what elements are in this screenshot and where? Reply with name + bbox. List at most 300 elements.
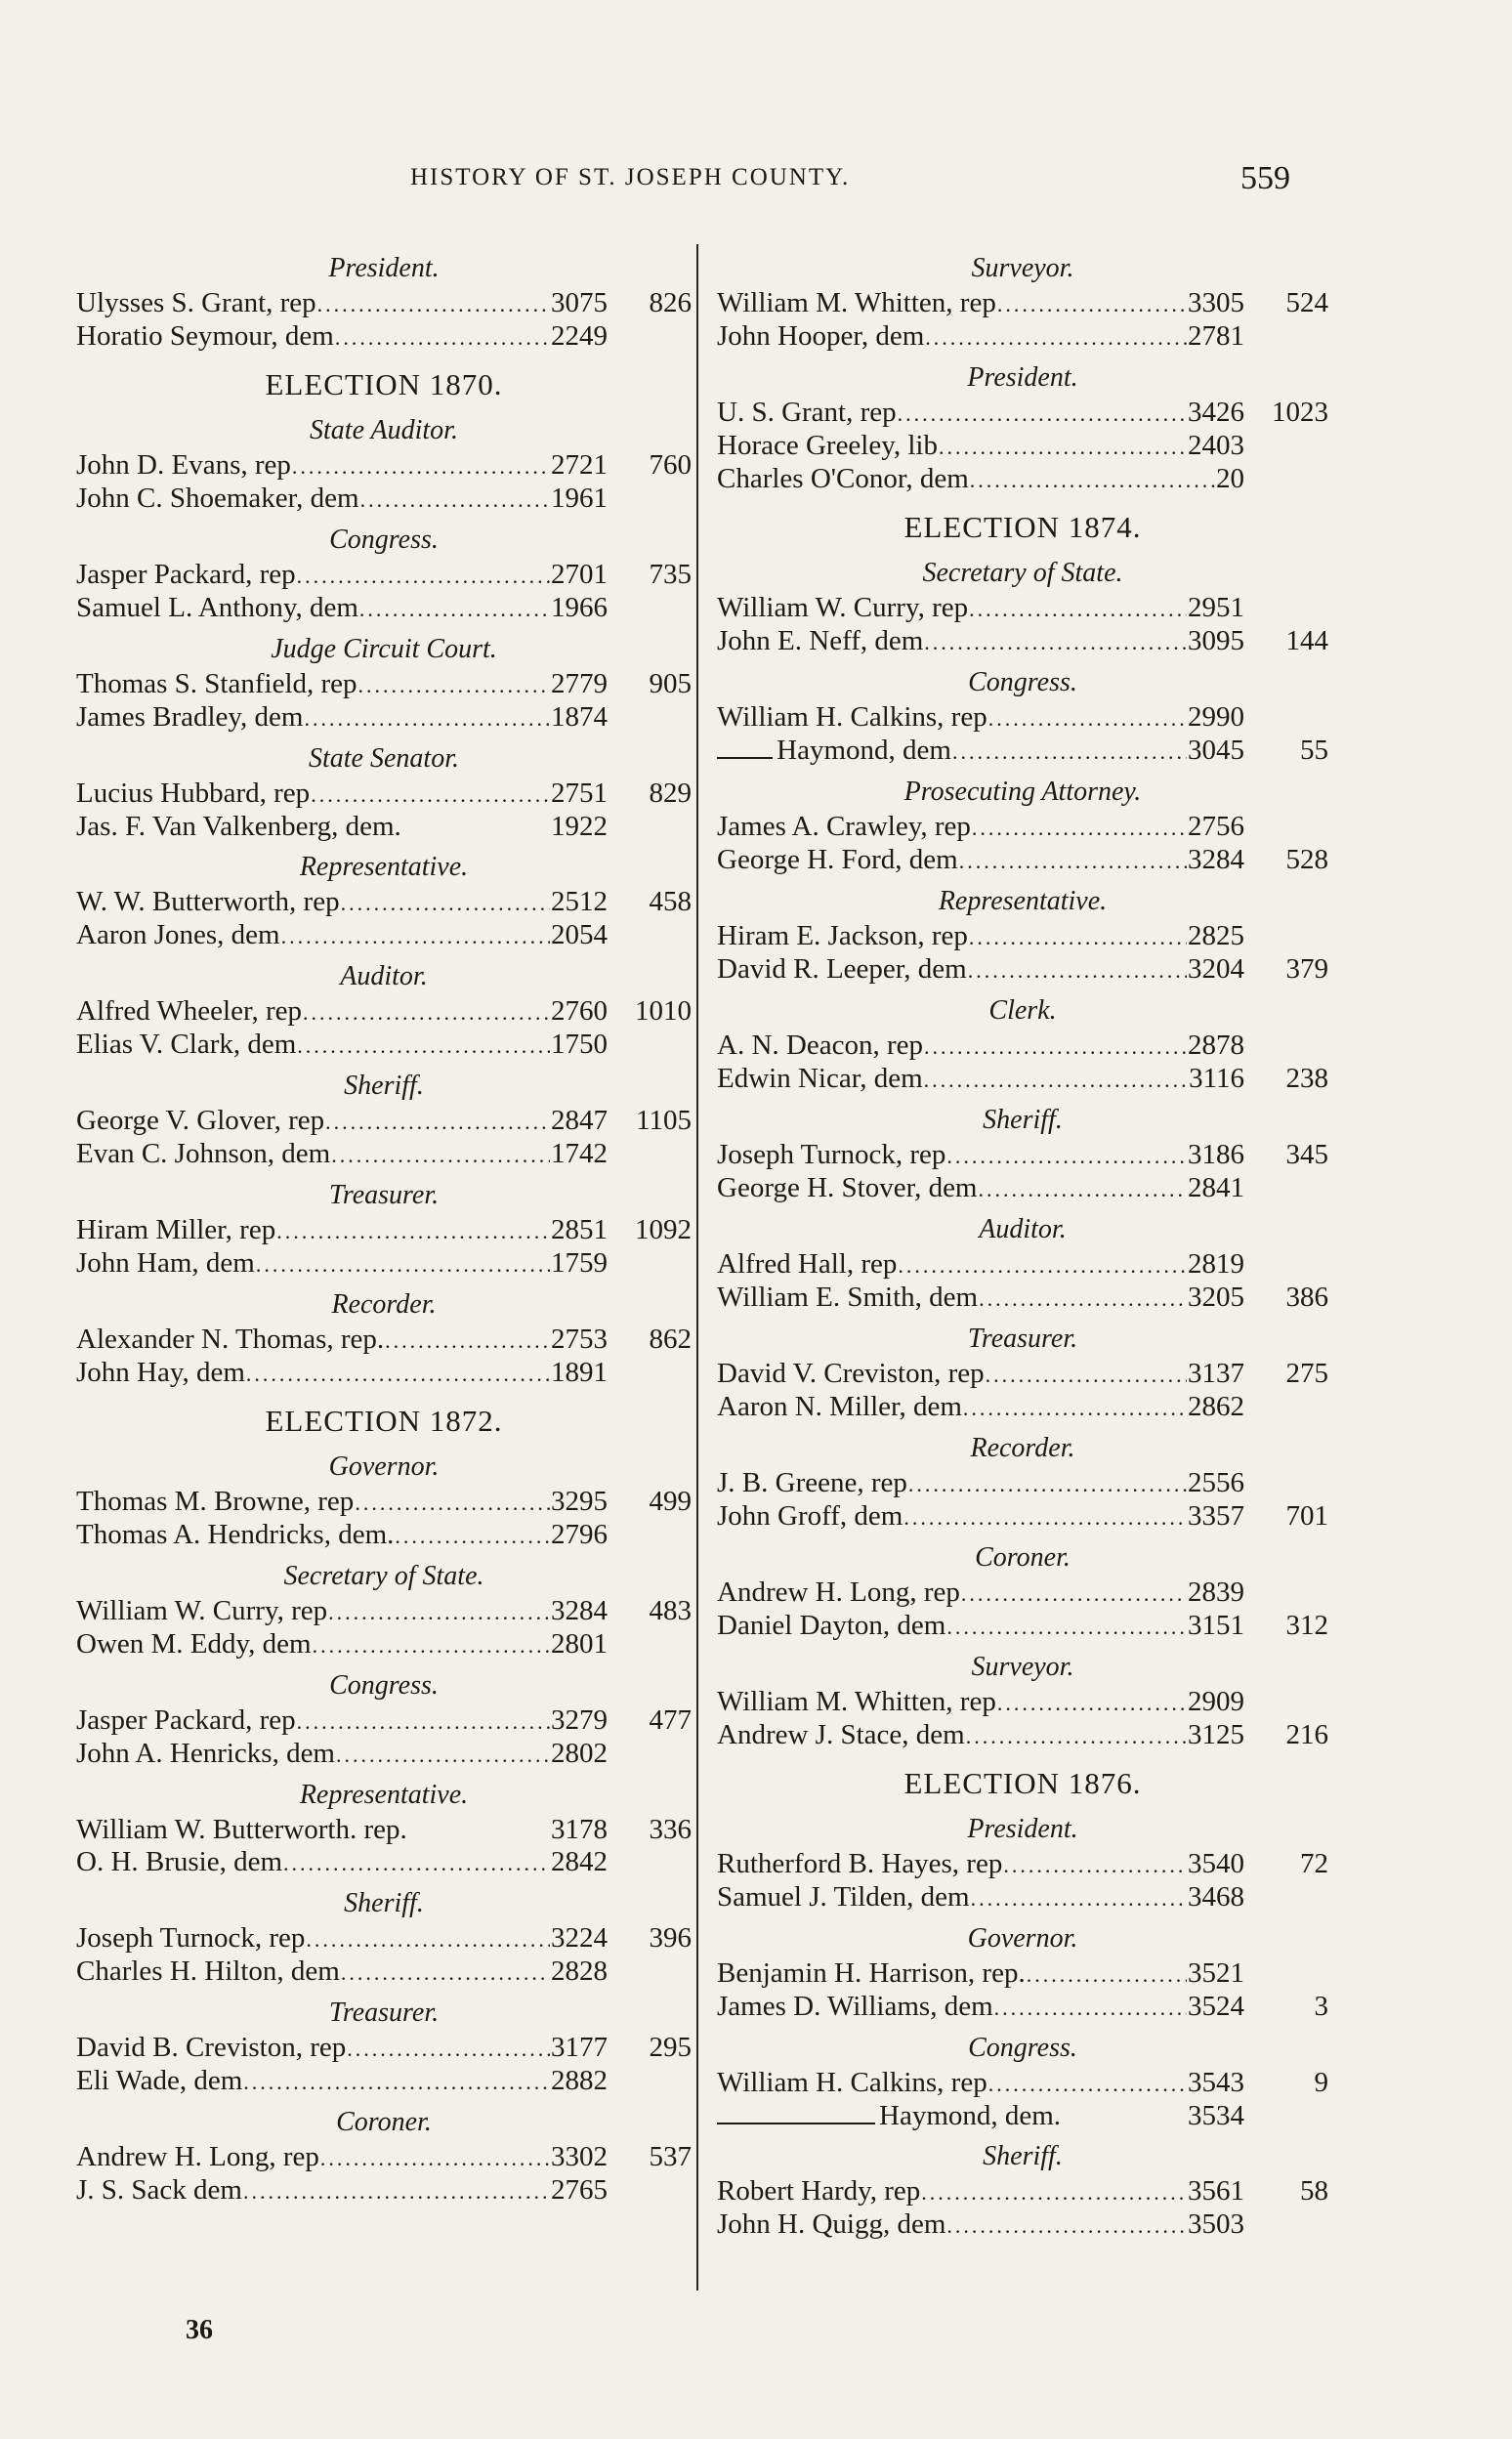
candidate-name xyxy=(717,1248,897,1281)
vote-count: 3302 xyxy=(551,2141,608,2172)
result-row xyxy=(76,2174,692,2208)
majority: 295 xyxy=(649,2032,692,2063)
candidate-text: Jasper Packard, rep xyxy=(76,1704,296,1736)
candidate-name xyxy=(717,1139,945,1171)
election-heading: ELECTION 1874. xyxy=(903,510,1142,544)
vote-count: 3205 xyxy=(1188,1282,1244,1313)
result-row xyxy=(717,287,1328,320)
leader-dots xyxy=(898,1249,1187,1282)
leader-dots xyxy=(946,2209,1187,2242)
leader-dots xyxy=(970,464,1215,496)
candidate-name xyxy=(717,287,996,319)
leader-dots xyxy=(317,288,550,320)
vote-count: 1922 xyxy=(551,811,608,842)
vote-count: 2828 xyxy=(551,1955,608,1987)
leader-dots xyxy=(961,1577,1187,1610)
candidate-name xyxy=(717,1063,923,1095)
candidate-text: Thomas M. Browne, rep xyxy=(76,1486,355,1517)
candidate-text: Hiram E. Jackson, rep xyxy=(717,920,968,951)
majority: 396 xyxy=(649,1922,692,1954)
candidate-text: Elias V. Clark, dem xyxy=(76,1029,297,1060)
leader-dots xyxy=(341,1956,550,1989)
candidate-text: Charles H. Hilton, dem xyxy=(76,1955,340,1987)
ditto-dash xyxy=(717,2123,875,2124)
leader-dots xyxy=(988,2068,1187,2100)
vote-count: 3426 xyxy=(1188,397,1244,428)
candidate-text: William M. Whitten, rep xyxy=(717,287,996,318)
result-row xyxy=(717,1282,1328,1315)
leader-dots xyxy=(972,812,1187,844)
result-row xyxy=(717,2208,1328,2242)
leader-dots xyxy=(971,1882,1187,1914)
candidate-name xyxy=(76,995,302,1028)
candidate-text: David R. Leeper, dem xyxy=(717,953,967,985)
signature-mark: 36 xyxy=(186,2315,213,2345)
candidate-name xyxy=(76,1324,384,1356)
candidate-text: Charles O'Conor, dem xyxy=(717,463,969,494)
result-row xyxy=(717,1848,1328,1881)
majority: 477 xyxy=(649,1704,692,1736)
vote-count: 1966 xyxy=(551,592,608,623)
result-row xyxy=(76,592,692,625)
result-row xyxy=(76,1595,692,1628)
candidate-name xyxy=(76,1595,327,1627)
leader-dots xyxy=(997,288,1187,320)
result-row xyxy=(76,1324,692,1357)
majority: 537 xyxy=(649,2141,692,2172)
candidate-name xyxy=(76,1738,335,1770)
leader-dots xyxy=(939,431,1187,463)
leader-dots xyxy=(313,1629,550,1661)
candidate-name xyxy=(76,1519,394,1551)
candidate-name xyxy=(717,1500,903,1533)
leader-dots xyxy=(320,2142,550,2174)
result-row xyxy=(717,1248,1328,1282)
result-row xyxy=(76,1214,692,1247)
candidate-name xyxy=(76,483,359,515)
leader-dots xyxy=(946,1611,1187,1643)
left-column xyxy=(76,244,692,2208)
result-row xyxy=(717,2175,1328,2208)
result-row xyxy=(76,1247,692,1281)
vote-count: 3116 xyxy=(1189,1063,1244,1094)
candidate-name xyxy=(717,1030,923,1062)
candidate-text: John Hooper, dem xyxy=(717,320,925,352)
result-row xyxy=(76,1814,692,1846)
result-row xyxy=(717,1467,1328,1500)
candidate-text: Aaron Jones, dem xyxy=(76,919,280,950)
candidate-name xyxy=(76,1247,255,1280)
leader-dots xyxy=(898,398,1187,430)
result-row xyxy=(717,1719,1328,1752)
result-row xyxy=(717,1500,1328,1534)
result-row xyxy=(717,2100,1328,2132)
leader-dots xyxy=(325,1106,550,1138)
vote-count: 2819 xyxy=(1188,1248,1244,1280)
candidate-name xyxy=(76,559,296,591)
leader-dots xyxy=(256,1248,550,1281)
vote-count: 2990 xyxy=(1188,701,1244,733)
candidate-text: Horatio Seymour, dem xyxy=(76,320,334,352)
majority: 3 xyxy=(1314,1991,1328,2022)
candidate-name xyxy=(717,1991,993,2023)
office-heading: State Senator. xyxy=(309,743,459,774)
majority: 829 xyxy=(649,778,692,809)
office-heading: Congress. xyxy=(968,2033,1077,2063)
result-row xyxy=(76,668,692,701)
result-row xyxy=(717,1686,1328,1719)
vote-count: 2512 xyxy=(551,886,608,917)
majority: 524 xyxy=(1285,287,1328,318)
leader-dots xyxy=(969,921,1187,953)
office-heading: Sheriff. xyxy=(344,1888,424,1918)
result-row xyxy=(717,1063,1328,1096)
candidate-text: Joseph Turnock, rep xyxy=(717,1139,946,1170)
office-heading: Treasurer. xyxy=(328,1997,440,2028)
leader-dots xyxy=(395,1520,550,1552)
candidate-name xyxy=(879,2100,1061,2132)
result-row xyxy=(717,1358,1328,1391)
candidate-name xyxy=(76,2141,319,2173)
vote-count: 1759 xyxy=(551,1247,608,1279)
candidate-name xyxy=(76,1105,324,1137)
vote-count: 3045 xyxy=(1188,735,1244,766)
candidate-text: Robert Hardy, rep xyxy=(717,2175,921,2207)
office-heading: Treasurer. xyxy=(328,1180,440,1210)
leader-dots xyxy=(986,1359,1187,1391)
running-head: HISTORY OF ST. JOSEPH COUNTY. xyxy=(410,164,851,190)
candidate-text: Jasper Packard, rep xyxy=(76,559,296,590)
vote-count: 3095 xyxy=(1188,625,1244,656)
candidate-name xyxy=(717,2067,987,2099)
vote-count: 3178 xyxy=(551,1814,608,1845)
candidate-name xyxy=(717,1172,978,1204)
candidate-name xyxy=(76,287,316,319)
candidate-text: William H. Calkins, rep xyxy=(717,2067,987,2098)
candidate-text: Thomas A. Hendricks, dem. xyxy=(76,1519,395,1550)
candidate-name xyxy=(76,1922,305,1955)
candidate-name xyxy=(717,844,958,876)
majority: 760 xyxy=(649,449,692,481)
leader-dots xyxy=(347,2033,550,2065)
candidate-name xyxy=(717,953,967,986)
candidate-text: David V. Creviston, rep xyxy=(717,1358,985,1389)
candidate-text: Andrew J. Stace, dem xyxy=(717,1719,965,1750)
office-heading: Representative. xyxy=(938,886,1108,916)
candidate-name xyxy=(76,320,334,353)
candidate-text: Samuel J. Tilden, dem xyxy=(717,1881,970,1913)
majority: 345 xyxy=(1285,1139,1328,1170)
leader-dots xyxy=(924,1064,1188,1096)
result-row xyxy=(717,1957,1328,1991)
election-heading: ELECTION 1872. xyxy=(265,1404,503,1438)
office-heading: Governor. xyxy=(328,1451,440,1482)
result-row xyxy=(76,1955,692,1989)
vote-count: 1961 xyxy=(551,483,608,514)
candidate-name xyxy=(717,463,969,495)
candidate-name xyxy=(717,920,968,952)
candidate-name xyxy=(76,2174,242,2207)
candidate-name xyxy=(717,1848,1002,1880)
vote-count: 2825 xyxy=(1188,920,1244,951)
office-heading: Auditor. xyxy=(979,1214,1067,1244)
vote-count: 2841 xyxy=(1188,1172,1244,1203)
majority: 312 xyxy=(1285,1610,1328,1641)
result-row xyxy=(76,1138,692,1171)
candidate-name xyxy=(76,1214,275,1246)
election-heading: ELECTION 1876. xyxy=(903,1766,1142,1800)
leader-dots xyxy=(297,560,550,592)
candidate-text: Alexander N. Thomas, rep. xyxy=(76,1324,385,1355)
candidate-name xyxy=(76,778,310,810)
leader-dots xyxy=(355,1487,550,1519)
leader-dots xyxy=(243,2066,550,2098)
candidate-text: Jas. F. Van Valkenberg, dem. xyxy=(76,811,401,842)
leader-dots xyxy=(359,593,550,625)
candidate-text: Alfred Hall, rep xyxy=(717,1248,898,1280)
leader-dots xyxy=(306,1923,550,1955)
majority: 499 xyxy=(649,1486,692,1517)
majority: 701 xyxy=(1285,1500,1328,1532)
leader-dots xyxy=(243,2175,550,2208)
office-heading: Secretary of State. xyxy=(283,1561,484,1591)
candidate-text: Thomas S. Stanfield, rep xyxy=(76,668,357,699)
vote-count: 2753 xyxy=(551,1324,608,1355)
vote-count: 2756 xyxy=(1188,811,1244,842)
leader-dots xyxy=(908,1468,1187,1500)
candidate-text: Hiram Miller, rep xyxy=(76,1214,276,1245)
candidate-name xyxy=(76,1357,245,1389)
majority: 238 xyxy=(1285,1063,1328,1094)
result-row xyxy=(717,1577,1328,1610)
leader-dots xyxy=(952,736,1187,768)
candidate-text: John H. Quigg, dem xyxy=(717,2208,946,2240)
leader-dots xyxy=(341,887,550,919)
candidate-text: Benjamin H. Harrison, rep. xyxy=(717,1957,1026,1989)
leader-dots xyxy=(281,920,550,952)
vote-count: 3468 xyxy=(1188,1881,1244,1913)
office-heading: State Auditor. xyxy=(310,415,458,445)
result-row xyxy=(76,778,692,811)
leader-dots xyxy=(276,1215,550,1247)
candidate-text: George H. Ford, dem xyxy=(717,844,958,875)
vote-count: 3186 xyxy=(1188,1139,1244,1170)
candidate-text: Horace Greeley, lib xyxy=(717,430,938,461)
majority: 458 xyxy=(649,886,692,917)
majority: 55 xyxy=(1300,735,1328,766)
leader-dots xyxy=(246,1358,550,1390)
candidate-text: Eli Wade, dem xyxy=(76,2065,243,2096)
vote-count: 1742 xyxy=(551,1138,608,1169)
vote-count: 3305 xyxy=(1188,287,1244,318)
leader-dots xyxy=(963,1392,1187,1424)
majority: 826 xyxy=(649,287,692,318)
leader-dots xyxy=(997,1687,1187,1719)
result-row xyxy=(76,1519,692,1552)
vote-count: 2765 xyxy=(551,2174,608,2206)
candidate-text: Andrew H. Long, rep xyxy=(76,2141,319,2172)
majority: 72 xyxy=(1300,1848,1328,1879)
candidate-name xyxy=(717,1282,978,1314)
result-row xyxy=(717,811,1328,844)
office-heading: Congress. xyxy=(968,667,1077,697)
leader-dots xyxy=(921,2176,1187,2208)
candidate-name xyxy=(717,430,938,462)
vote-count: 1891 xyxy=(551,1357,608,1388)
candidate-text: William H. Calkins, rep xyxy=(717,701,987,733)
vote-count: 2882 xyxy=(551,2065,608,2096)
majority: 1023 xyxy=(1272,397,1328,428)
result-row xyxy=(76,2065,692,2098)
leader-dots xyxy=(988,702,1187,735)
candidate-text: Aaron N. Miller, dem xyxy=(717,1391,962,1422)
majority: 386 xyxy=(1285,1282,1328,1313)
candidate-text: John Ham, dem xyxy=(76,1247,255,1279)
office-heading: Coroner. xyxy=(975,1542,1071,1573)
leader-dots xyxy=(328,1596,550,1628)
vote-count: 3540 xyxy=(1188,1848,1244,1879)
office-heading: President. xyxy=(967,1814,1078,1844)
majority: 483 xyxy=(649,1595,692,1626)
vote-count: 2801 xyxy=(551,1628,608,1660)
candidate-name xyxy=(76,1846,282,1878)
candidate-name xyxy=(717,397,897,429)
result-row xyxy=(76,995,692,1029)
candidate-text: Haymond, dem xyxy=(777,735,951,766)
candidate-text: Owen M. Eddy, dem xyxy=(76,1628,312,1660)
office-heading: Clerk. xyxy=(988,995,1057,1026)
vote-count: 3204 xyxy=(1188,953,1244,985)
candidate-name xyxy=(717,1610,945,1642)
candidate-text: James D. Williams, dem xyxy=(717,1991,993,2022)
candidate-text: John Groff, dem xyxy=(717,1500,903,1532)
candidate-text: Rutherford B. Hayes, rep xyxy=(717,1848,1003,1879)
vote-count: 3177 xyxy=(551,2032,608,2063)
candidate-text: David B. Creviston, rep xyxy=(76,2032,347,2063)
vote-count: 2249 xyxy=(551,320,608,352)
result-row xyxy=(76,701,692,735)
candidate-name xyxy=(76,2032,346,2064)
office-heading: President. xyxy=(328,253,440,283)
vote-count: 3524 xyxy=(1188,1991,1244,2022)
office-heading: Congress. xyxy=(329,525,439,555)
leader-dots xyxy=(335,321,550,354)
candidate-text: Joseph Turnock, rep xyxy=(76,1922,306,1954)
candidate-name xyxy=(717,1957,1026,1990)
leader-dots xyxy=(1027,1958,1187,1991)
leader-dots xyxy=(966,1720,1187,1752)
candidate-name xyxy=(76,1628,312,1661)
vote-count: 2796 xyxy=(551,1519,608,1550)
result-row xyxy=(76,1029,692,1062)
result-row xyxy=(717,701,1328,735)
majority: 144 xyxy=(1285,625,1328,656)
candidate-text: John E. Neff, dem xyxy=(717,625,924,656)
vote-count: 3521 xyxy=(1188,1957,1244,1989)
candidate-name xyxy=(717,1391,962,1423)
result-row xyxy=(76,320,692,354)
office-heading: Recorder. xyxy=(970,1433,1075,1463)
vote-count: 3357 xyxy=(1188,1500,1244,1532)
candidate-name xyxy=(76,919,280,951)
candidate-text: Ulysses S. Grant, rep xyxy=(76,287,316,318)
office-heading: Representative. xyxy=(299,1780,469,1810)
candidate-text: Alfred Wheeler, rep xyxy=(76,995,302,1027)
vote-count: 2862 xyxy=(1188,1391,1244,1422)
result-row xyxy=(717,397,1328,430)
leader-dots xyxy=(968,954,1187,987)
vote-count: 2556 xyxy=(1188,1467,1244,1498)
result-row xyxy=(76,2141,692,2174)
candidate-name xyxy=(76,2065,242,2097)
majority: 862 xyxy=(649,1324,692,1355)
candidate-name xyxy=(717,1358,985,1390)
vote-count: 2779 xyxy=(551,668,608,699)
result-row xyxy=(76,1738,692,1771)
office-heading: Judge Circuit Court. xyxy=(271,634,497,664)
majority: 1092 xyxy=(635,1214,692,1245)
candidate-name xyxy=(717,811,971,843)
office-heading: Prosecuting Attorney. xyxy=(903,777,1142,807)
candidate-text: A. N. Deacon, rep xyxy=(717,1030,923,1061)
result-row xyxy=(717,1991,1328,2024)
vote-count: 3137 xyxy=(1188,1358,1244,1389)
candidate-name xyxy=(717,1686,996,1718)
candidate-name xyxy=(717,1719,965,1751)
candidate-text: Andrew H. Long, rep xyxy=(717,1577,960,1608)
result-row xyxy=(717,1172,1328,1205)
result-row xyxy=(717,844,1328,877)
result-row xyxy=(717,2067,1328,2100)
result-row xyxy=(717,1610,1328,1643)
result-row xyxy=(76,559,692,592)
candidate-text: Samuel L. Anthony, dem xyxy=(76,592,358,623)
result-row xyxy=(717,1139,1328,1172)
vote-count: 2781 xyxy=(1188,320,1244,352)
candidate-name xyxy=(717,1467,907,1499)
vote-count: 1750 xyxy=(551,1029,608,1060)
candidate-text: Daniel Dayton, dem xyxy=(717,1610,946,1641)
vote-count: 3543 xyxy=(1188,2067,1244,2098)
candidate-name xyxy=(717,701,987,734)
leader-dots xyxy=(331,1139,550,1171)
leader-dots xyxy=(1003,1849,1187,1881)
leader-dots xyxy=(311,778,550,811)
candidate-text: U. S. Grant, rep xyxy=(717,397,897,428)
result-row xyxy=(717,430,1328,463)
vote-count: 2851 xyxy=(551,1214,608,1245)
candidate-text: John D. Evans, rep xyxy=(76,449,291,481)
office-heading: Treasurer. xyxy=(967,1324,1078,1354)
vote-count: 3534 xyxy=(1188,2100,1244,2131)
office-heading: Congress. xyxy=(329,1670,439,1701)
vote-count: 2847 xyxy=(551,1105,608,1136)
result-row xyxy=(76,1486,692,1519)
vote-count: 2751 xyxy=(551,778,608,809)
candidate-name xyxy=(76,1029,296,1061)
vote-count: 3224 xyxy=(551,1922,608,1954)
result-row xyxy=(717,1030,1328,1063)
office-heading: President. xyxy=(967,362,1078,393)
vote-count: 2760 xyxy=(551,995,608,1027)
leader-dots xyxy=(360,484,550,516)
candidate-name xyxy=(76,1955,340,1988)
candidate-text: John Hay, dem xyxy=(76,1357,245,1388)
page-number: 559 xyxy=(1240,160,1290,196)
candidate-text: James A. Crawley, rep xyxy=(717,811,971,842)
result-row xyxy=(717,463,1328,496)
leader-dots xyxy=(303,996,550,1029)
